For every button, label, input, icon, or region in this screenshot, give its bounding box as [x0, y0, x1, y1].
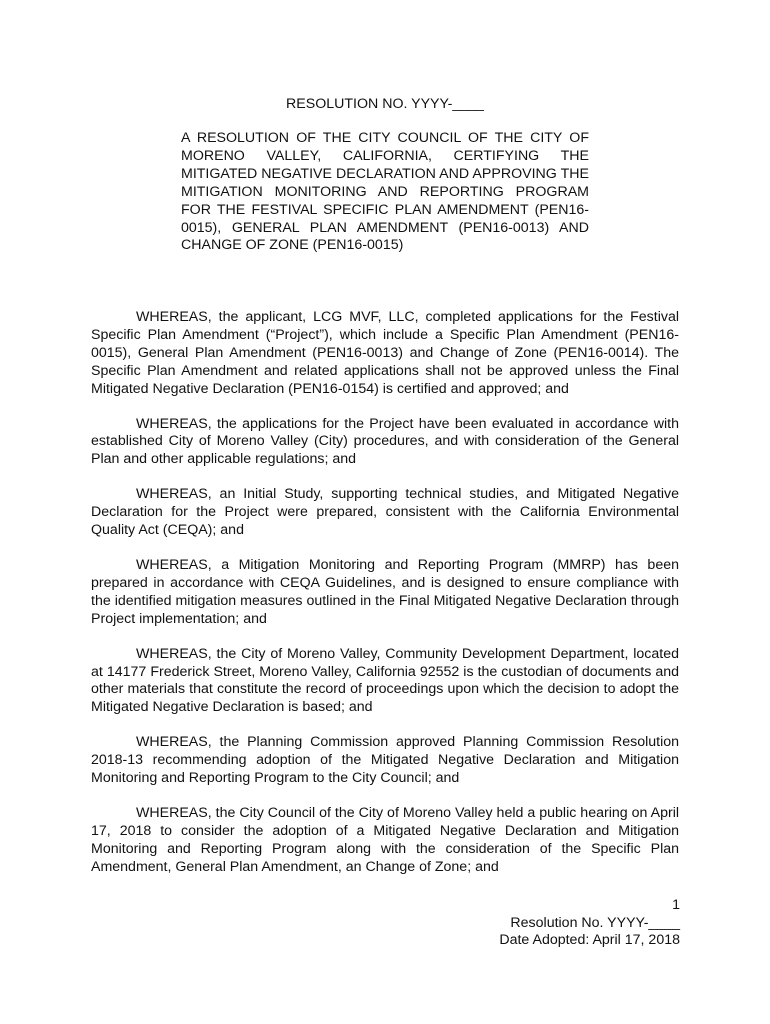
- whereas-paragraph: WHEREAS, the Planning Commission approved Planning Commission Resolution 2018-13 recommending adoption of the Mitigated Negative Declaration and Mitigation Monitoring and Reporting Program to the City Council; and: [91, 734, 679, 787]
- footer-date-adopted: Date Adopted: April 17, 2018: [499, 932, 680, 948]
- whereas-paragraph: WHEREAS, a Mitigation Monitoring and Reporting Program (MMRP) has been prepared in accordance with CEQA Guidelines, and is designed to ensure compliance with the identified mitigation measures outlined in the Final Mitigated Negative Declaration through Project implementation; and: [91, 556, 679, 627]
- whereas-paragraph: WHEREAS, the applicant, LCG MVF, LLC, completed applications for the Festival Specific Plan Amendment (“Project”), which include a Specific Plan Amendment (PEN16-0015), General Plan Amendment (PEN16-0013) and Change of Zone (PEN16-0014). The Specific Plan Amendment and related applications shall not be approved unless the Final Mitigated Negative Declaration (PEN16-0154) is certified and approved; and: [91, 309, 679, 397]
- whereas-paragraph: WHEREAS, the City of Moreno Valley, Community Development Department, located at 14177 Frederick Street, Moreno Valley, California 92552 is the custodian of documents and other materials that constitute the record of proceedings upon which the decision to adopt the Mitigated Negative Declaration is based; and: [91, 645, 679, 716]
- whereas-paragraph: WHEREAS, an Initial Study, supporting technical studies, and Mitigated Negative Declaration for the Project were prepared, consistent with the California Environmental Quality Act (CEQA); and: [91, 486, 679, 539]
- resolution-title: RESOLUTION NO. YYYY-____: [286, 96, 484, 112]
- page-footer: [380, 897, 680, 950]
- resolution-heading: A RESOLUTION OF THE CITY COUNCIL OF THE CITY OF MORENO VALLEY, CALIFORNIA, CERTIFYING THE MITIGATED NEGATIVE DECLARATION AND APPROVING THE MITIGATION MONITORING AND REPORTING PROGRAM FOR THE FESTIVAL SPECIFIC PLAN AMENDMENT (PEN16-0015), GENERAL PLAN AMENDMENT (PEN16-0013) AND CHANGE OF ZONE (PEN16-0015): [181, 130, 589, 254]
- page-number: 1: [672, 897, 680, 913]
- whereas-paragraph: WHEREAS, the City Council of the City of Moreno Valley held a public hearing on April 17, 2018 to consider the adoption of a Mitigated Negative Declaration and Mitigation Monitoring and Reporting Program along with the consideration of the Specific Plan Amendment, General Plan Amendment, an Change of Zone; and: [91, 804, 679, 875]
- resolution-body: [91, 309, 679, 894]
- whereas-paragraph: WHEREAS, the applications for the Project have been evaluated in accordance with established City of Moreno Valley (City) procedures, and with consideration of the General Plan and other applicable regulations; and: [91, 415, 679, 468]
- footer-resolution-ref: Resolution No. YYYY-____: [510, 914, 680, 931]
